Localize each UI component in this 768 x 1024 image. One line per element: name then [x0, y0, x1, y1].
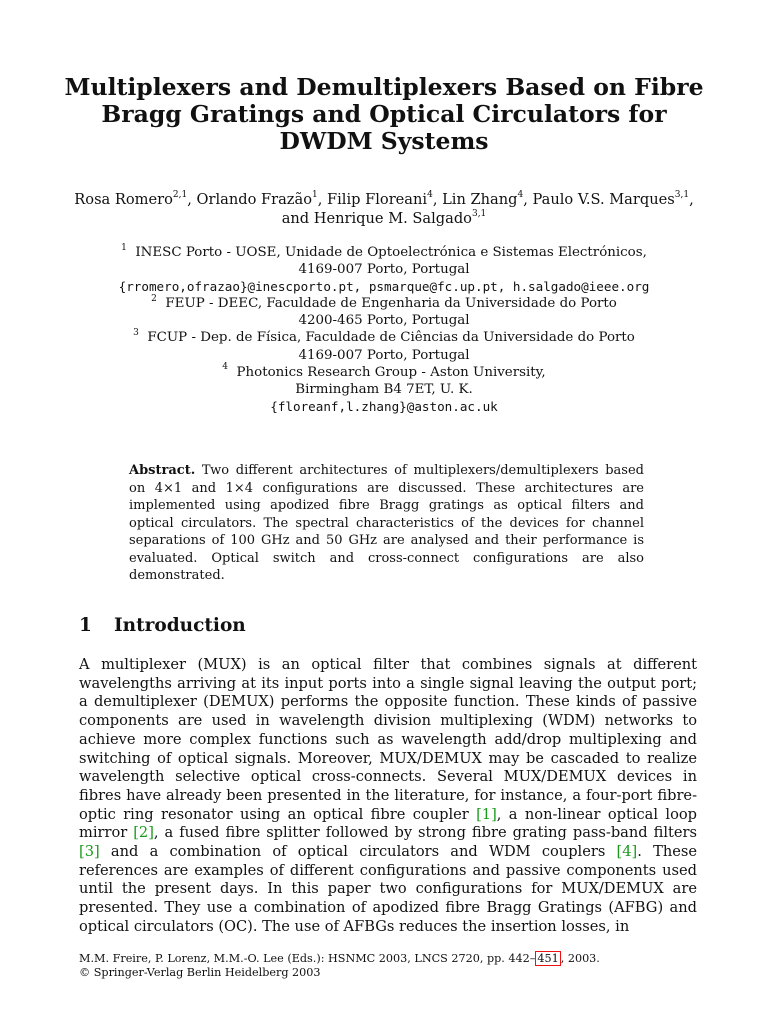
citation-link[interactable]: [1]	[476, 805, 497, 823]
affiliation-2: $^2$ FEUP - DEEC, Faculdade de Engenharia da Universidade do Porto	[151, 293, 617, 312]
abstract	[129, 462, 644, 585]
affiliation-4: $^4$ Photonics Research Group - Aston University,	[222, 362, 546, 380]
copyright: © Springer-Verlag Berlin Heidelberg 2003	[79, 966, 321, 979]
intro-paragraph: A multiplexer (MUX) is an optical filter that combines signals at different wavelengths arriving at its input ports into a single signal leaving the output port; a demultiplexer (DEMUX) performs the opposite function. These kinds of passive components are used in wavelength division multiplexing (WDM) networks to achieve more complex functions such as wavelength add/drop multiplexing and switching of optical signals. Moreover, MUX/DEMUX may be cascaded to realize wavelength selective optical cross-connects. Several MUX/DEMUX devices in fibres have already been presented in the literature, for instance, a four-port fibre-optic ring resonator using an optical fibre coupler [1], a non-linear optical loop mirror [2], a fused fibre splitter followed by strong fibre grating pass-band filters [3] and a combination of optical circulators and WDM couplers [4]. These references are examples of different configurations and passive components used until the present days. In this paper two configurations for MUX/DEMUX are presented. They use a combination of apodized fibre Bragg Gratings (AFBG) and optical circulators (OC). The use of AFBGs reduces the insertion losses, in	[79, 656, 697, 935]
author: Paulo V.S. Marques$^{3,1}$, and	[281, 190, 694, 227]
author: Henrique M. Salgado$^{3,1}$	[313, 208, 487, 227]
citation-link[interactable]: [4]	[616, 843, 638, 861]
affiliations	[60, 244, 708, 415]
section-heading	[79, 614, 246, 638]
author: Orlando Frazão$^1$,	[196, 190, 327, 208]
author: Filip Floreani$^4$,	[327, 190, 443, 208]
affiliation-2-city: 4200-465 Porto, Portugal	[298, 313, 470, 329]
paper-title: Multiplexers and Demultiplexers Based on Fibre Bragg Gratings and Optical Circulators for DWDM Systems	[64, 73, 704, 155]
author: Rosa Romero$^{2,1}$,	[74, 190, 197, 208]
email-link[interactable]: {rromero,ofrazao}@inescporto.pt, psmarque@fc.up.pt, h.salgado@ieee.org	[118, 279, 650, 295]
abstract-label: Abstract.	[129, 463, 196, 478]
affiliation-3: $^3$ FCUP - Dep. de Física, Faculdade de Ciências da Universidade do Porto	[133, 328, 635, 346]
publication-footer	[79, 952, 719, 980]
citation-link[interactable]: [3]	[79, 843, 100, 861]
citation-link[interactable]: [2]	[133, 824, 154, 842]
page-link[interactable]: 451	[537, 952, 559, 965]
author-list	[70, 191, 698, 228]
email-link[interactable]: {floreanf,l.zhang}@aston.ac.uk	[270, 398, 498, 414]
abstract-text: Two different architectures of multiplexers/demultiplexers based on 4×1 and 1×4 configurations are discussed. These architectures are implemented using apodized fibre Bragg gratings as optical filters and optical circulators. The spectral characteristics of the devices for channel separations of 100 GHz and 50 GHz are analysed and their performance is evaluated. Optical switch and cross-connect configurations are also demonstrated.	[129, 463, 644, 583]
author: Lin Zhang$^4$,	[442, 190, 533, 208]
publication-info: M.M. Freire, P. Lorenz, M.M.-O. Lee (Eds.): HSNMC 2003, LNCS 2720, pp. 442– 451 , 2003.	[79, 952, 600, 965]
section-title: Introduction	[114, 615, 246, 636]
affiliation-1: $^1$ INESC Porto - UOSE, Unidade de Optoelectrónica e Sistemas Electrónicos,	[121, 242, 647, 260]
affiliation-4-city: Birmingham B4 7ET, U. K.	[295, 381, 473, 397]
affiliation-3-city: 4169-007 Porto, Portugal	[298, 347, 470, 363]
section-number: 1	[79, 615, 92, 636]
affiliation-1-city: 4169-007 Porto, Portugal	[298, 262, 470, 278]
